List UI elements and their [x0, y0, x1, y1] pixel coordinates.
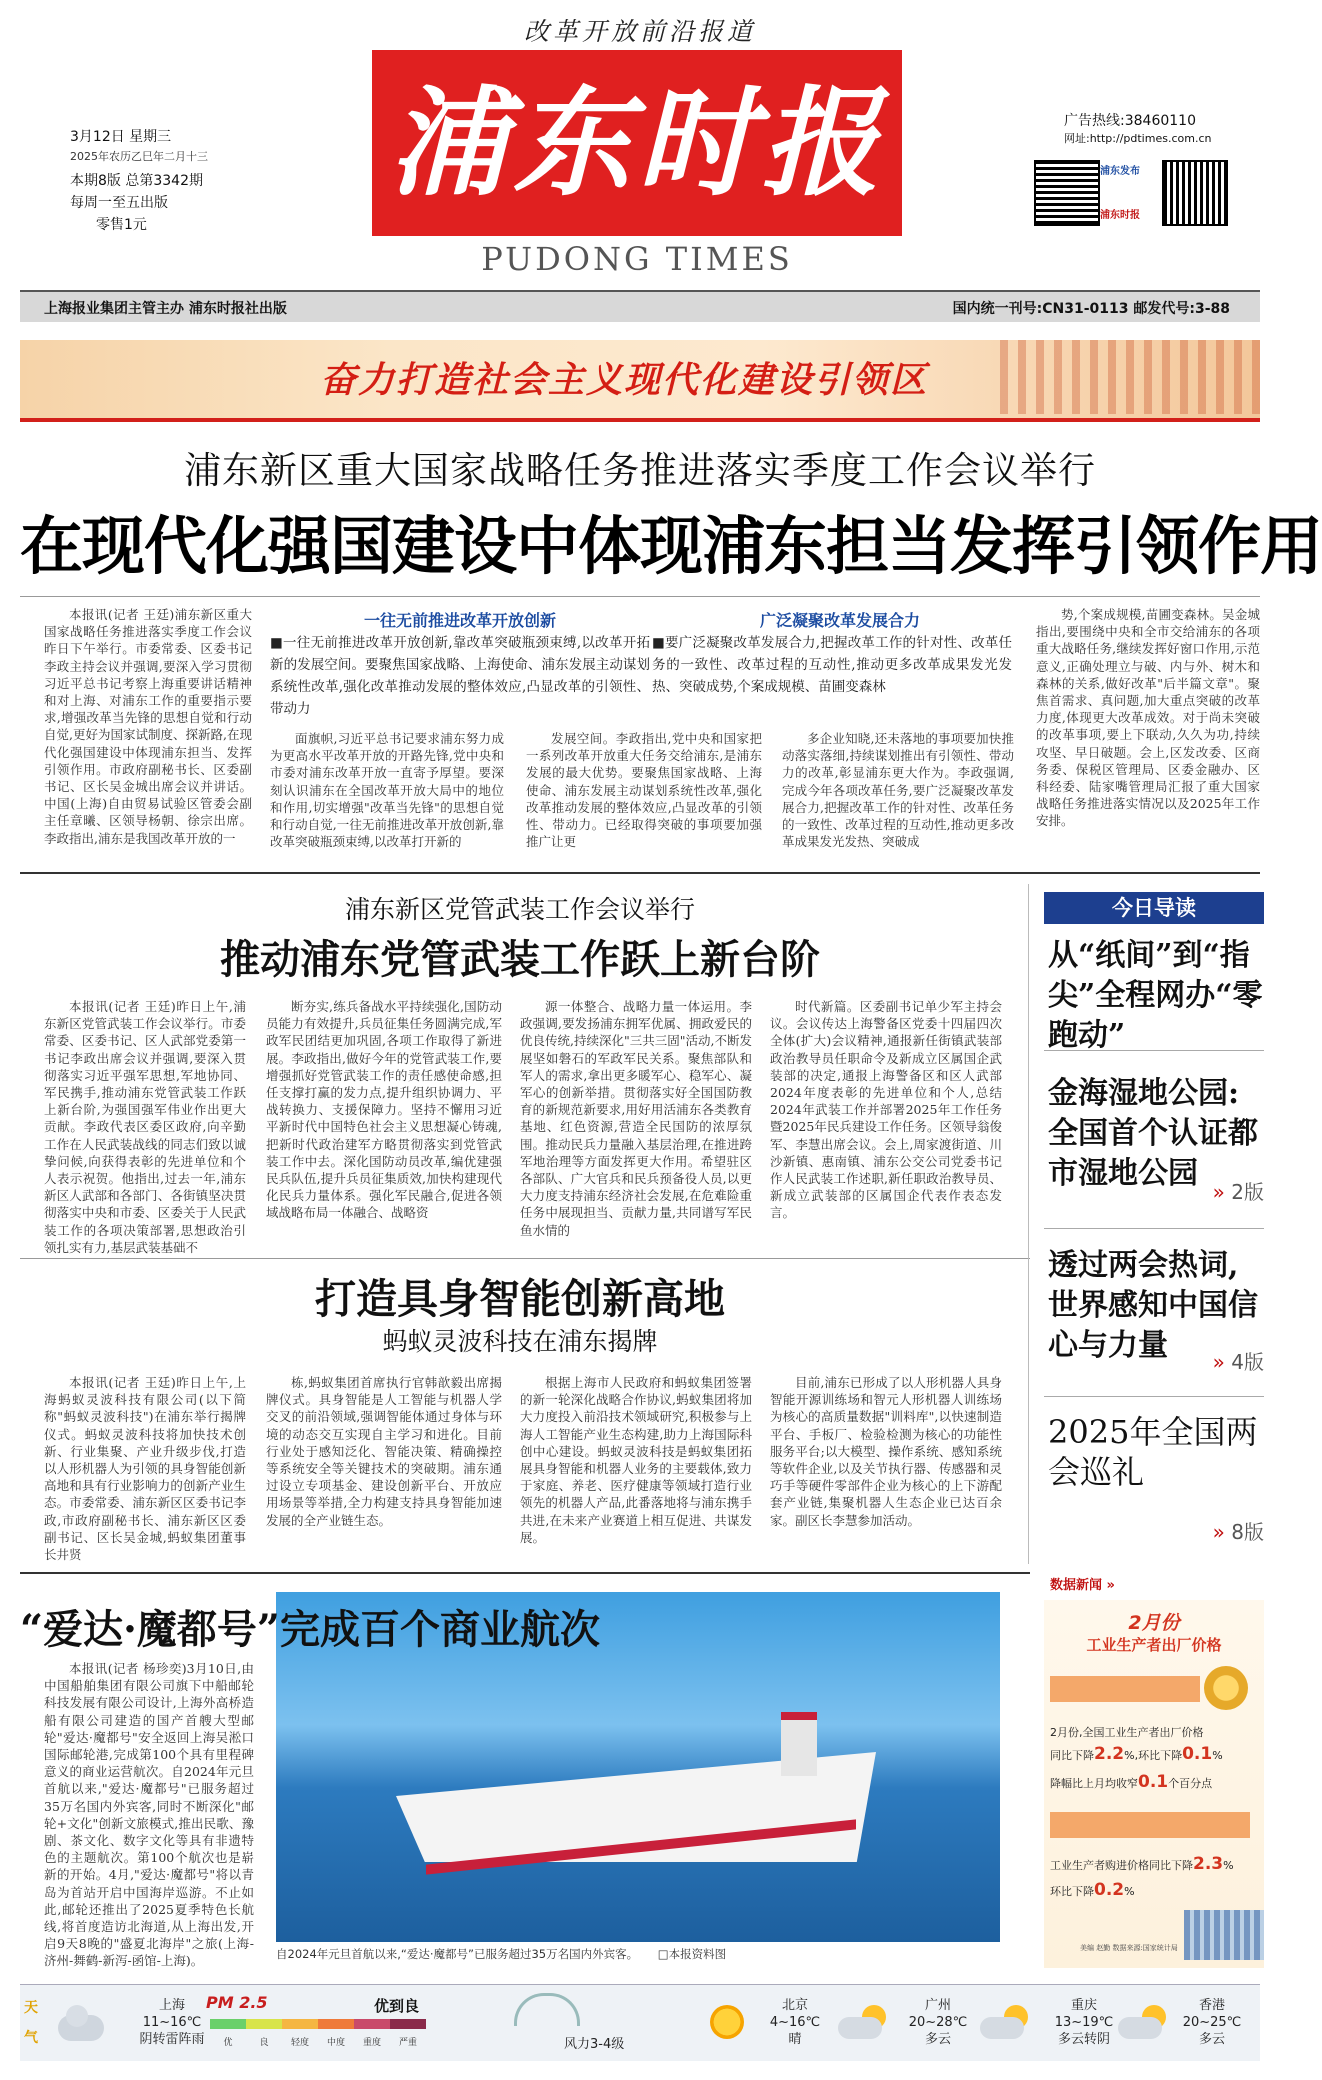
masthead-lunar: 2025年农历乙巳年二月十三: [70, 150, 208, 163]
guide-title: 今日导读: [1112, 896, 1196, 920]
data-news-line-5: 环比下降0.2%: [1050, 1880, 1135, 1900]
lead-sub1-summary: ■一往无前推进改革开放创新,靠改革突破瓶颈束缚,以改革开拓新的发展空间。要聚焦国家战略、上海使命、浦东发展主动谋划系统性改革,强化改革推动发展的整体效应,凸显改革的引领性、带动力: [270, 635, 650, 717]
data-news-line-3: 降幅比上月均收窄0.1个百分点: [1050, 1772, 1213, 1792]
lead-col-4: 多企业知晓,还未落地的事项要加快推动落实落细,持续谋划推出有引领性、带动力的改革,彰显浦东更大作为。李政强调,完成今年各项改革任务,要广泛凝聚改革发展合力,把握改革工作的针对性、改革任务的一致性、改革过程的互动性,推动更多改革成果发光发热、突破成: [782, 731, 1014, 850]
cloud-sun-icon-chongqing: [980, 2005, 1032, 2041]
qr-label-right: 浦东时报: [1100, 210, 1140, 221]
masthead-title: 浦东时报: [388, 73, 885, 212]
story4-headline: “爱达·魔都号”完成百个商业航次: [20, 1606, 600, 1653]
masthead-slogan: 改革开放前沿报道: [523, 17, 756, 46]
weather-shanghai: 上海 11~16℃ 阴转雷阵雨: [139, 1998, 205, 2047]
story3-col-3: 根据上海市人民政府和蚂蚁集团签署的新一轮深化战略合作协议,蚂蚁集团将加大力度投入前沿技术领域研究,积极参与上海人工智能产业生态构建,助力上海国际科创中心建设。蚂蚁灵波科技是蚂蚁集团拓展具身智能和机器人业务的主要载体,致力于家庭、养老、医疗健康等领域打造行业领先的机器人产品,此番落地将与浦东携手共进,在未来产业赛道上相互促进、共谋发展。: [520, 1375, 752, 1545]
story3-col-2: 栋,蚂蚁集团首席执行官韩歆毅出席揭牌仪式。具身智能是人工智能与机器人学交叉的前沿领域,强调智能体通过身体与环境的动态交互实现自主学习和进化。目前行业处于感知泛化、智能决策、精确操控等系统安全等关键技术的突破期。浦东通过设立专项基金、建设创新平台、开放应用场景等举措,全力构建支持具身智能加速发展的全产业链生态。: [266, 1375, 502, 1528]
cloud-sun-icon-guangzhou: [838, 2005, 890, 2041]
lead-col-3: 发展空间。李政指出,党中央和国家把一系列改革开放重大任务交给浦东,是浦东发展的最大优势。要聚焦国家战略、上海使命、浦东发展主动谋划系统性改革,强化改革推动发展的整体效应,凸显改革的引领性、带动力。已经取得突破的事项要加强推广让更: [526, 731, 762, 850]
website: 网址:http://pdtimes.com.cn: [1064, 132, 1212, 145]
masthead-schedule: 每周一至五出版: [70, 195, 168, 211]
story3-col-1: 本报讯(记者 王廷)昨日上午,上海蚂蚁灵波科技有限公司(以下简称"蚂蚁灵波科技")在浦东举行揭牌仪式。蚂蚁灵波科技将加快技术创新、行业集聚、产业升级步伐,打造以人形机器人为引领的具身智能创新高地和具有行业影响力的创新产业生态。市委常委、浦东新区区委书记李政,市政府副秘书长、浦东新区区委副书记、区长吴金城,蚂蚁集团董事长井贤: [44, 1375, 246, 1563]
story3-col-4: 目前,浦东已形成了以人形机器人具身智能开源训练场和智元人形机器人训练场为核心的高质量数据"训料库",以快速制造平台、手板厂、检验检测为核心的功能性服务平台;以大模型、操作系统、感知系统等软件企业,以及关节执行器、传感器和灵巧手等硬件零部件企业为核心的上下游配套产业链,集聚机器人生态企业已达百余家。副区长李慧参加活动。: [770, 1375, 1002, 1528]
aq-scale-labels: 优 良 轻度 中度 重度 严重: [223, 2038, 417, 2048]
data-news-label: 数据新闻 »: [1050, 1578, 1115, 1593]
qr-code-left[interactable]: [1034, 160, 1100, 226]
banner-text: 奋力打造社会主义现代化建设引领区: [320, 360, 929, 401]
lead-headline: 在现代化强国建设中体现浦东担当发挥引领作用: [20, 509, 1322, 583]
lead-sub2-summary: ■要广泛凝聚改革发展合力,把握改革工作的针对性、改革任务的一致性、改革过程的互动性,推动更多改革成果发光发热、突破成势,个案成规模、苗圃变森林: [652, 635, 1012, 695]
data-news-line-2: 同比下降2.2%,环比下降0.1%: [1050, 1744, 1223, 1764]
guide-item-1[interactable]: 从“纸间”到“指尖”全程网办“零跑动”: [1048, 938, 1263, 1053]
data-news-skyline: [1184, 1910, 1264, 1960]
gold-coins-icon: [1204, 1666, 1248, 1710]
ad-hotline: 广告热线:38460110: [1064, 113, 1196, 129]
weather-strip: [20, 1984, 1260, 2061]
guide-item-4[interactable]: 2025年全国两会巡礼: [1048, 1413, 1258, 1491]
photo-credit: □本报资料图: [657, 1947, 727, 1961]
data-news-line-4: 工业生产者购进价格同比下降2.3%: [1050, 1854, 1234, 1874]
publisher-strip: [20, 290, 1260, 322]
weather-hongkong: 香港 20~25℃ 多云: [1182, 1998, 1242, 2047]
story3-headline: 打造具身智能创新高地: [315, 1275, 725, 1323]
data-news-month: 2月份: [1128, 1612, 1180, 1634]
masthead-date: 3月12日 星期三: [70, 129, 172, 145]
data-news-panel: [1044, 1600, 1264, 1968]
cruise-funnel: [781, 1712, 817, 1776]
lead-col-2: 面旗帜,习近平总书记要求浦东努力成为更高水平改革开放的开路先锋,党中央和市委对浦东改革开放一直寄予厚望。要深刻认识浦东在全国改革开放大局中的地位和作用,切实增强"改革当先锋"的思想自觉和行动自觉,一往无前推进改革开放创新,靠改革突破瓶颈束缚,以改革打开新的: [270, 731, 504, 850]
lead-subhead-2: 广泛凝聚改革发展合力: [759, 611, 920, 630]
data-news-bar-2: [1050, 1812, 1250, 1838]
data-news-line-1: 2月份,全国工业生产者出厂价格: [1050, 1726, 1204, 1739]
weather-chongqing: 重庆 13~19℃ 多云转阴: [1054, 1998, 1114, 2047]
aq-scale-bar: [210, 2019, 426, 2029]
story2-col-3: 源一体整合、战略力量一体运用。李政强调,要发扬浦东拥军优属、拥政爱民的优良传统,持续深化"三共三固"活动,不断发展坚如磐石的军政军民关系。聚焦部队和军人的需求,拿出更多暖军心、稳军心、凝军心的创新举措。贯彻落实好全国国防教育的新规范新要求,用好用活浦东各类教育基地、红色资源,营造全民国防的浓厚氛围。推动民兵力量融入基层治理,在推进跨军地治理等方面发挥更大作用。希望驻区各部队、广大官兵和民兵预备役人员,以更大力度支持浦东经济社会发展,在危难险重任务中展现担当、贡献力量,共同谱写军民鱼水情的: [520, 999, 752, 1238]
cloud-icon-shanghai: [58, 2015, 104, 2041]
weather-label: 天气: [24, 2000, 38, 2046]
data-news-bar-1: [1050, 1676, 1200, 1702]
story3-subhead: 蚂蚁灵波科技在浦东揭牌: [382, 1327, 658, 1356]
pm25-label: PM 2.5: [206, 1993, 268, 2012]
story4-body: 本报讯(记者 杨珍奕)3月10日,由中国船舶集团有限公司旗下中船邮轮科技发展有限公司设计,上海外高桥造船有限公司建造的国产首艘大型邮轮"爱达·魔都号"安全返回上海吴淞口国际邮轮港,完成第100个具有里程碑意义的商业运营航次。自2024年元旦首航以来,"爱达·魔都号"已服务超过35万名国内外宾客,同时不断深化"邮轮+文化"创新文旅模式,推出民歌、豫剧、茶文化、数字文化等具有非遗特色的主题航次。第100个航次也是崭新的开始。4月,"爱达·魔都号"将以青岛为首站开启中国海岸巡游。不止如此,邮轮还推出了2025夏季特色长航线,将首度造访北海道,从上海出发,开启9天8晚的"盛夏北海岸"之旅(上海-济州-舞鹤-新泻-函馆-上海)。: [44, 1661, 254, 1969]
masthead-title-en: PUDONG TIMES: [481, 240, 793, 278]
guide-item-3[interactable]: 透过两会热词,世界感知中国信心与力量: [1048, 1248, 1258, 1363]
guide-item-2[interactable]: 金海湿地公园:全国首个认证都市湿地公园: [1048, 1076, 1258, 1191]
aq-value: 优到良: [374, 1997, 420, 2015]
story2-col-2: 断夯实,练兵备战水平持续强化,国防动员能力有效提升,兵员征集任务圆满完成,军政军民团结更加巩固,各项工作取得了新进展。李政指出,做好今年的党管武装工作,要增强抓好党管武装工作的责任感使命感,担任支撑打赢的发力点,提升组织协调力、平战转换力、支援保障力。坚持不懈用习近平新时代中国特色社会主义思想凝心铸魂,把新时代政治建军方略贯彻落实到党管武装工作中去。深化国防动员改革,编优建强民兵队伍,提升兵员征集质效,加快构建现代化民兵力量体系。强化军民融合,促进各领域战略布局一体融合、战略资: [266, 999, 502, 1221]
cloud-sun-icon-hongkong: [1118, 2005, 1170, 2041]
photo-caption: 自2024年元旦首航以来,“爱达·魔都号”已服务超过35万名国内外宾客。 □本报资料图: [276, 1947, 727, 1961]
lead-kicker: 浦东新区重大国家战略任务推进落实季度工作会议举行: [184, 449, 1096, 492]
qr-code-right[interactable]: [1162, 160, 1228, 226]
lead-col-1: 本报讯(记者 王廷)浦东新区重大国家战略任务推进落实季度工作会议昨日下午举行。市委常委、区委书记李政主持会议并强调,要深入学习贯彻习近平总书记考察上海重要讲话精神和对上海、对浦东工作的重要指示要求,增强改革当先锋的思想自觉和行动自觉,更好为国家试制度、探新路,在现代化强国建设中体现浦东担当、发挥引领作用。市政府副秘书长、区委副书记、区长吴金城出席会议并讲话。中国(上海)自由贸易试验区管委会副主任章曦、区领导杨朝、徐宗出席。李政指出,浦东是我国改革开放的一: [44, 607, 252, 846]
lead-subhead-1: 一往无前推进改革开放创新: [363, 611, 556, 630]
campaign-banner: [20, 340, 1260, 422]
weather-guangzhou: 广州 20~28℃ 多云: [908, 1998, 968, 2047]
story2-col-1: 本报讯(记者 王廷)昨日上午,浦东新区党管武装工作会议举行。市委常委、区委书记、区人武部党委第一书记李政出席会议并强调,要深入贯彻落实习近平强军思想,军地协同、军民携手,推动浦东党管武装工作跃上新台阶,为强国强军伟业作出更大贡献。李政代表区委区政府,向辛勤工作在人民武装战线的同志们致以诚挚问候,向获得表彰的先进单位和个人表示祝贺。他指出,过去一年,浦东新区人武部和各部门、各街镇坚决贯彻落实中央和市委、区委关于人民武装工作的各项决策部署,思想政治引领扎实有力,基层武装基础不: [44, 999, 246, 1255]
masthead-logo: [372, 50, 902, 236]
story2-col-4: 时代新篇。区委副书记单少军主持会议。会议传达上海警备区党委十四届四次全体(扩大)会议精神,通报新任街镇武装部政治教导员任职命令及新成立区属国企武装部的决定,通报上海警备区和区人武部2024年度表彰的先进单位和个人,总结2024年武装工作并部署2025年工作任务暨2025年民兵建设工作任务。区领导翁俊军、李慧出席会议。会上,周家渡街道、川沙新镇、惠南镇、浦东公交公司党委书记作人民武装工作述职,新任职政治教导员、新成立武装部的区属国企代表作表态发言。: [770, 999, 1002, 1221]
banner-skyline: [1000, 340, 1260, 414]
masthead-issue: 本期8版 总第3342期: [70, 173, 203, 189]
publisher-right: 国内统一刊号:CN31-0113 邮发代号:3-88: [952, 301, 1230, 317]
guide-header: [1044, 892, 1264, 924]
masthead-price: 零售1元: [96, 217, 147, 233]
sun-icon-beijing: [710, 2005, 744, 2039]
story2-headline: 推动浦东党管武装工作跃上新台阶: [220, 936, 820, 983]
guide-page-3[interactable]: » 4版: [1212, 1350, 1264, 1374]
weather-beijing: 北京 4~16℃ 晴: [769, 1998, 821, 2047]
wind-level: 风力3-4级: [564, 2037, 625, 2052]
data-news-credit: 美编 赵勤 数据来源:国家统计局: [1080, 1944, 1178, 1952]
data-news-title: 工业生产者出厂价格: [1086, 1636, 1222, 1654]
lead-col-5: 势,个案成规模,苗圃变森林。吴金城指出,要围绕中央和全市交给浦东的各项重大战略任务,继续发挥好窗口作用,示范意义,正确处理立与破、内与外、树木和森林的关系,做好改革"后半篇文章"。聚焦首需求、真问题,加大重点突破的改革力度,体现更大改革成效。对于尚未突破的改革事项,要上下联动,久久为功,持续攻坚、早日破题。会上,区发改委、区商务委、保税区管理局、区委金融办、区科经委、陆家嘴管理局汇报了重大国家战略任务推进落实情况以及2025年工作安排。: [1036, 607, 1260, 829]
story2-kicker: 浦东新区党管武装工作会议举行: [344, 895, 695, 924]
wind-icon: [514, 1993, 580, 2026]
guide-page-2[interactable]: » 2版: [1212, 1180, 1264, 1204]
qr-label-left: 浦东发布: [1100, 166, 1140, 177]
publisher-left: 上海报业集团主管主办 浦东时报社出版: [44, 301, 287, 317]
guide-page-4[interactable]: » 8版: [1212, 1520, 1264, 1544]
